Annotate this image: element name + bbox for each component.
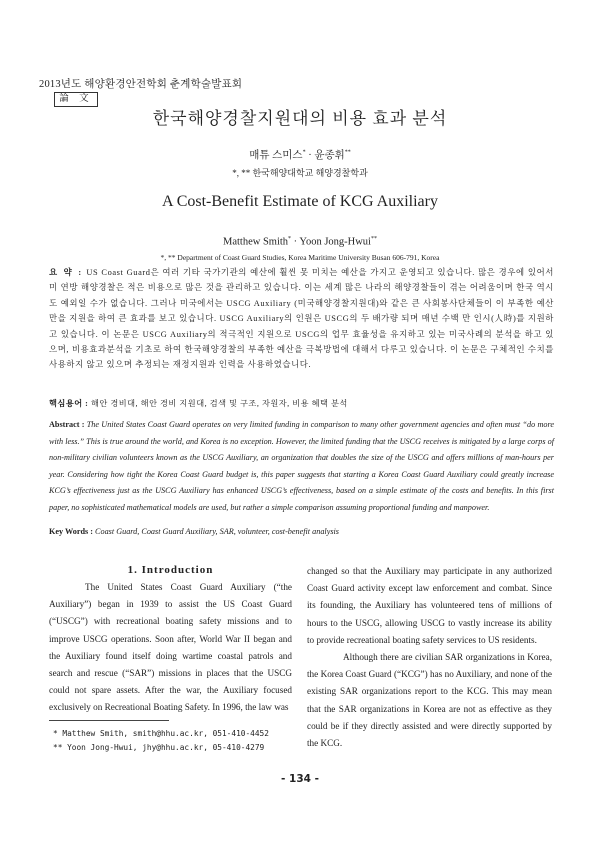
abstract-text: The United States Coast Guard operates on very limited funding in comparison to many other government agencies and often must “do more with less.” This is true around the world, and Korea is no exception. However, the limited funding that the USCG receives is mitigated by a large corps of non-military civilian volunteers known as the USCG Auxiliary, an organization that doubles the size of the USCG and offers millions of man-hours per year. Considering how tight the Korea Coast Guard budget is, this paper suggests that starting a Korea Coast Guard Auxiliary could greatly increase KCG’s effectiveness just as the USCG Auxiliary has enhanced USCG’s effectiveness, based on a simple estimate of the costs and benefits. In this first paper, no sophisticated mathematical models are used, but rather a simple comparison assuming proportional funding and manpower. (49, 420, 555, 512)
author-separator: · (305, 150, 315, 161)
author-2-ko-mark: ** (344, 149, 351, 156)
conference-name: 2013년도 해양환경안전학회 춘계학술발표회 (39, 79, 243, 90)
author-1-ko: 매튜 스미스 (249, 150, 303, 161)
korean-keywords-text: 해안 경비대, 해안 경비 지원대, 검색 및 구조, 자원자, 비용 혜택 분석 (90, 399, 348, 408)
english-keywords (49, 527, 339, 536)
section-heading: 1. Introduction (127, 564, 214, 576)
intro-paragraph-2: Although there are civilian SAR organizations in Korea, the Korea Coast Guard (“KCG”) has no Auxiliary, and none of the existing SAR organizations report to the KCG. This may mean that the SAR organizations in Korea are not as effective as they could be if they directly assisted and were directly supported by the KCG. (307, 652, 552, 749)
footnote-divider (49, 720, 169, 721)
intro-paragraph-1-continued: changed so that the Auxiliary may participate in any authorized Coast Guard activity except law enforcement and combat. Since its founding, the Auxiliary has volunteered tens of millions of hours to the USCG, allowing USCG to vastly increase its ability to provide recreational boating safety services to US residents. (307, 566, 552, 645)
author-2-en: Yoon Jong-Hwui (299, 236, 371, 248)
left-column (49, 564, 292, 717)
english-keywords-text: Coast Guard, Coast Guard Auxiliary, SAR, volunteer, cost-benefit analysis (95, 527, 339, 536)
korean-affiliation: *, ** 한국해양대학교 해양경찰학과 (232, 168, 368, 178)
footnotes (53, 727, 269, 755)
english-authors (0, 236, 600, 248)
summary-label: 요 약 : (49, 268, 84, 277)
author-2-en-mark: ** (370, 236, 377, 242)
korean-keywords-label: 핵심용어 : (49, 399, 89, 408)
author-2-ko: 윤종휘 (314, 150, 345, 161)
footnote-1: * Matthew Smith, smith@hhu.ac.kr, 051-410-4452 (53, 729, 269, 738)
korean-keywords (49, 398, 348, 409)
author-separator-en: · (291, 236, 300, 248)
page-number: - 134 - (281, 773, 319, 785)
korean-title: 한국해양경찰지원대의 비용 효과 분석 (152, 109, 448, 128)
abstract-label: Abstract : (49, 420, 85, 429)
intro-paragraph-1: The United States Coast Guard Auxiliary (“the Auxiliary”) began in 1939 to assist the US Coast Guard (“USCG”) with recreational boating safety missions and to improve USCG operations. Soon after, World War II began and the Auxiliary found itself doing wartime coastal patrols and search and rescue (“SAR”) missions in places that the USCG could not spare assets. After the war, the Auxiliary focused exclusively on Recreational Boating Safety. In 1996, the law was (49, 582, 292, 713)
korean-authors (0, 147, 600, 162)
english-keywords-label: Key Words : (49, 527, 93, 536)
english-abstract (49, 417, 554, 517)
korean-summary (49, 265, 554, 373)
footnote-2: ** Yoon Jong-Hwui, jhy@hhu.ac.kr, 05-410-4279 (53, 743, 265, 752)
author-1-en: Matthew Smith (223, 236, 289, 248)
summary-text: US Coast Guard은 여러 기타 국가기관의 예산에 훨씬 못 미치는 예산을 가지고 운영되고 있습니다. 많은 경우에 있어서 미 연방 해양경찰은 적은 비용으로 많은 것을 관리하고 있습니다. 이는 세계 많은 나라의 해양경찰들이 겪는 어려움이며 한국 역시도 예외일 수가 없습니다. 그러나 미국에서는 USCG Auxiliary (미국해양경찰지원대)와 같은 큰 사회봉사단체들이 이 부족한 예산만을 지원을 하여 큰 효과를 보고 있습니다. USCG Auxiliary의 인원은 USCG의 두 배가량 되며 매년 수백 만 인시(人時)를 지원하고 있습니다. 이 논문은 USCG Auxiliary의 적극적인 지원으로 USCG의 업무 효율성을 유지하고 있는 미국사례의 분석을 하고 있으며, 비용효과분석을 기초로 하여 한국해양경찰의 부족한 예산을 극복방법에 대해서 다루고 있습니다. 이 논문은 구체적인 수치를 사용하지 않고 있으며 추정되는 재정지원과 인력을 사용하였습니다. (49, 268, 554, 370)
paper-type-badge: 論 文 (54, 92, 98, 107)
english-title: A Cost-Benefit Estimate of KCG Auxiliary (162, 193, 438, 210)
author-1-en-mark: * (288, 236, 292, 242)
author-1-ko-mark: * (302, 149, 306, 156)
english-affiliation: *, ** Department of Coast Guard Studies, Korea Maritime University Busan 606-791, Korea (160, 253, 440, 262)
right-column (307, 563, 552, 752)
